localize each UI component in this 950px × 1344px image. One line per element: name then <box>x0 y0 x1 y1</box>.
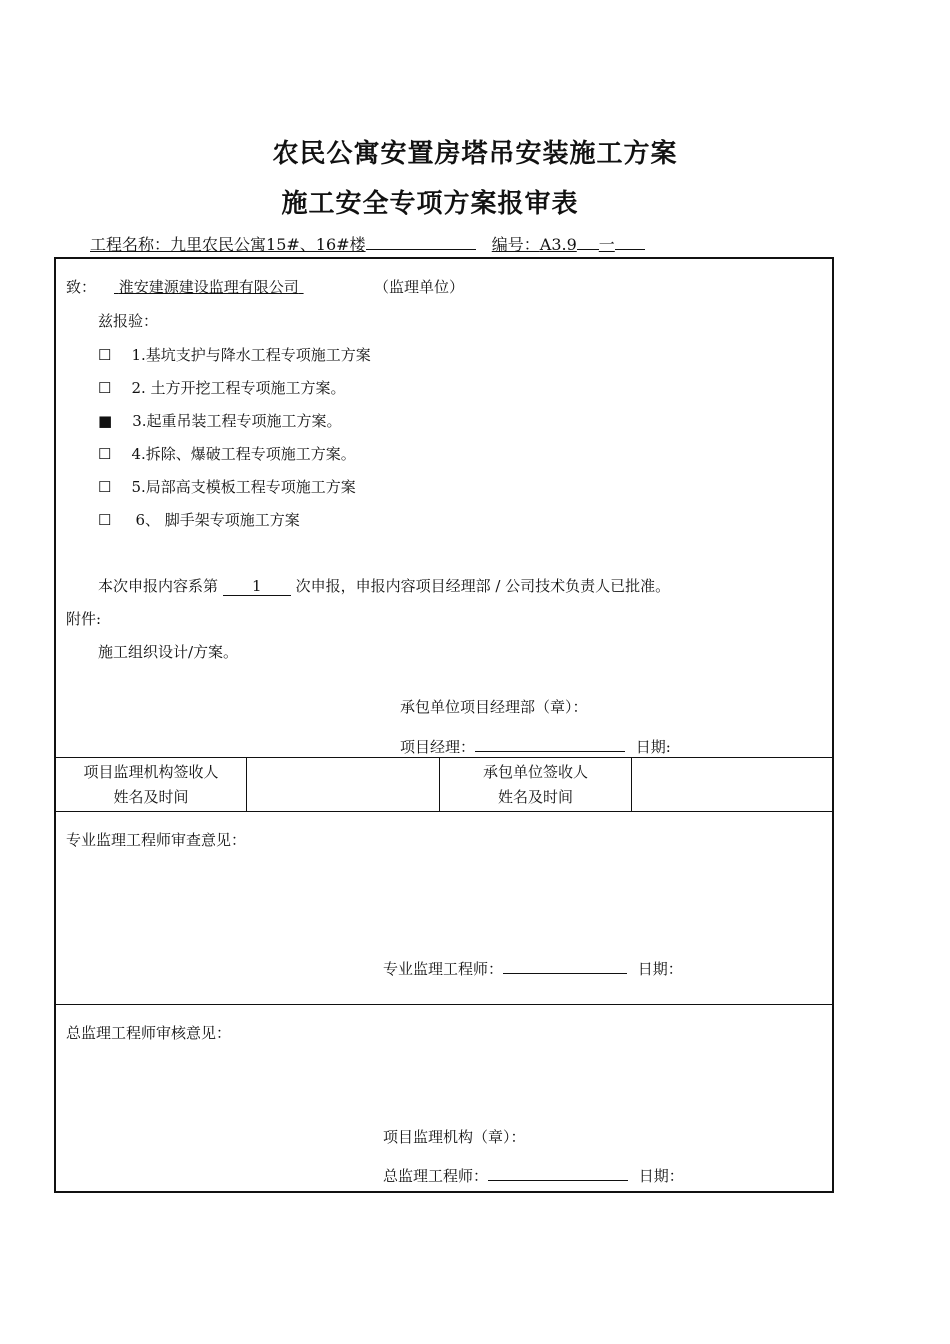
times-value: 1 <box>223 579 291 596</box>
project-name-label: 工程名称： <box>90 235 171 254</box>
chief-opinion-label: 总监理工程师审核意见： <box>66 1024 232 1042</box>
chief-signature-field[interactable] <box>488 1166 628 1181</box>
attachment-value: 施工组织设计/方案。 <box>98 643 239 661</box>
checkbox-item-2[interactable]: ☐ 2. 土方开挖工程专项施工方案。 <box>98 379 346 397</box>
to-value: 淮安建源建设监理有限公司 <box>118 278 299 296</box>
submit-text: 兹报验： <box>98 312 159 330</box>
code-suffix: 一 <box>598 235 615 254</box>
checkbox-item-4[interactable]: ☐ 4.拆除、爆破工程专项施工方案。 <box>98 445 356 463</box>
checked-box-icon: ■ <box>98 412 113 430</box>
checkbox-item-1[interactable]: ☐ 1.基坑支护与降水工程专项施工方案 <box>98 346 371 364</box>
engineer-opinion-label: 专业监理工程师审查意见： <box>66 831 247 849</box>
checkbox-item-6[interactable]: ☐ 6、 脚手架专项施工方案 <box>98 511 300 529</box>
checkbox-icon: ☐ <box>98 445 112 463</box>
pm-signature-field[interactable] <box>475 737 625 752</box>
checkbox-icon: ☐ <box>98 478 112 496</box>
supervisor-receipt-label: 项目监理机构签收人 姓名及时间 <box>83 763 219 806</box>
checkbox-item-5[interactable]: ☐ 5.局部高支模板工程专项施工方案 <box>98 478 356 496</box>
engineer-signature-line: 专业监理工程师： 日期： <box>383 960 683 978</box>
checkbox-icon: ☐ <box>98 379 112 397</box>
document-subtitle: 施工安全专项方案报审表 <box>281 189 579 219</box>
submission-times-line: 本次申报内容系第 1 次申报，申报内容项目经理部 / 公司技术负责人已批准。 <box>98 577 671 595</box>
project-name-value: 九里农民公寓15#、16#楼 <box>170 235 366 254</box>
chief-signature-line: 总监理工程师： 日期： <box>383 1167 684 1185</box>
contractor-receipt-label: 承包单位签收人 姓名及时间 <box>482 763 588 806</box>
project-line <box>90 232 645 255</box>
engineer-signature-field[interactable] <box>503 959 627 974</box>
to-label: 致： <box>66 278 97 296</box>
checkbox-item-3[interactable]: ■ 3.起重吊装工程专项施工方案。 <box>98 412 342 430</box>
checkbox-icon: ☐ <box>98 511 112 529</box>
attachment-label: 附件: <box>66 610 102 628</box>
code-label: 编号： <box>491 235 540 254</box>
to-note: （监理单位） <box>374 278 465 296</box>
contractor-stamp-label: 承包单位项目经理部（章）： <box>400 698 588 716</box>
project-name-blank <box>366 235 476 250</box>
document-title: 农民公寓安置房塔吊安装施工方案 <box>272 139 678 169</box>
checkbox-icon: ☐ <box>98 346 112 364</box>
supervision-org-stamp-label: 项目监理机构（章）： <box>383 1128 526 1146</box>
form-table <box>54 257 834 1193</box>
code-value: A3.9 <box>539 235 577 254</box>
project-manager-line: 项目经理： 日期: <box>400 738 671 756</box>
